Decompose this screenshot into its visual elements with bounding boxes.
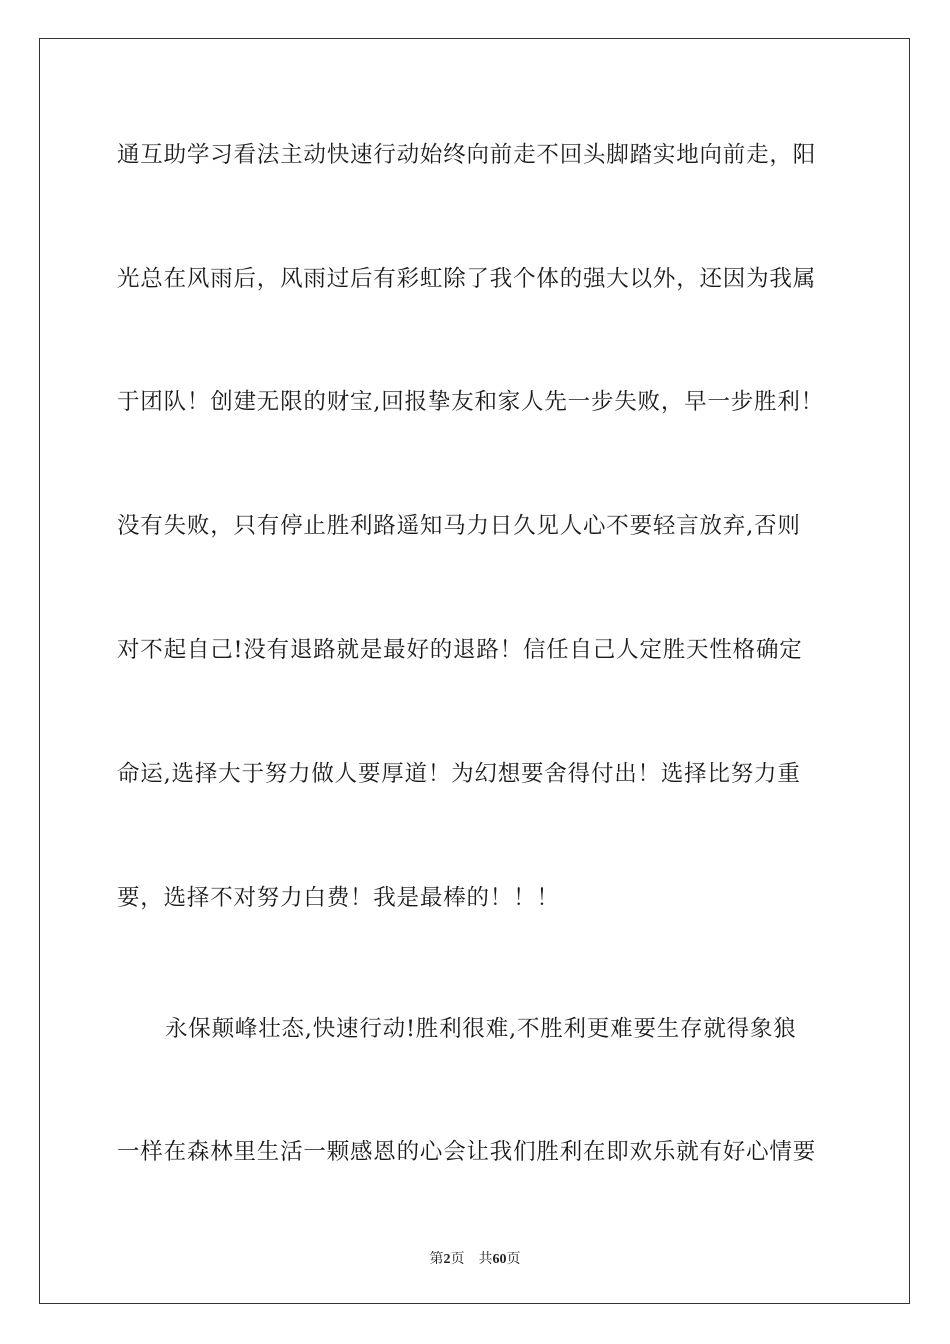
text-line: 对不起自己!没有退路就是最好的退路！信任自己人定胜天性格确定: [117, 637, 803, 663]
text-line: 光总在风雨后，风雨过后有彩虹除了我个体的强大以外，还因为我属: [117, 266, 817, 292]
text-line: 要，选择不对努力白费！我是最棒的！！！: [117, 885, 560, 911]
page-prefix: 第: [429, 1252, 444, 1267]
page-border: [39, 38, 910, 1304]
total-prefix: 共: [478, 1252, 493, 1267]
page-suffix: 页: [450, 1252, 465, 1267]
paragraph-start-line: 永保颠峰壮态,快速行动!胜利很难,不胜利更难要生存就得象狼: [165, 1016, 797, 1042]
text-line: 命运,选择大于努力做人要厚道！为幻想要舍得付出！选择比努力重: [117, 761, 801, 787]
text-line: 通互助学习看法主动快速行动始终向前走不回头脚踏实地向前走，阳: [117, 142, 817, 168]
total-pages: 60: [492, 1252, 507, 1267]
page-number: 2: [443, 1252, 451, 1267]
page-footer: [0, 1248, 950, 1268]
text-line: 没有失败，只有停止胜利路遥知马力日久见人心不要轻言放弃,否则: [117, 513, 801, 539]
text-line: 一样在森林里生活一颗感恩的心会让我们胜利在即欢乐就有好心情要: [117, 1139, 817, 1165]
total-suffix: 页: [506, 1252, 521, 1267]
text-line: 于团队！创建无限的财宝,回报挚友和家人先一步失败，早一步胜利！: [117, 389, 824, 415]
